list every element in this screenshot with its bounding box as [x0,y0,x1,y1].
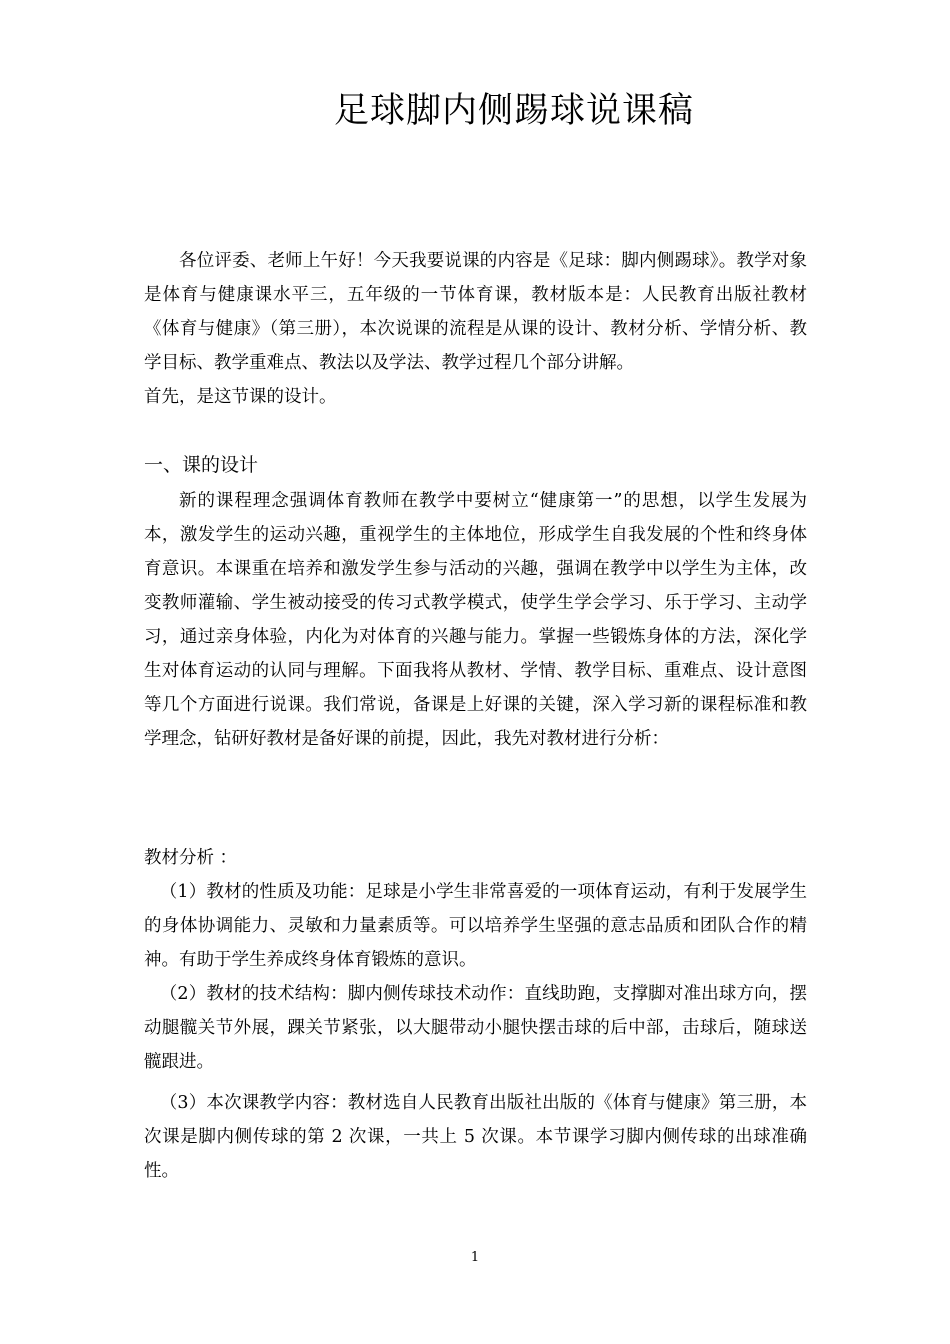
material-analysis-item-2: （2）教材的技术结构：脚内侧传球技术动作：直线助跑，支撑脚对准出球方向，摆动腿髋关节外展，踝关节紧张，以大腿带动小腿快摆击球的后中部，击球后，随球送髋跟进。 [144,984,807,1072]
material-analysis-item-1: （1）教材的性质及功能：足球是小学生非常喜爱的一项体育运动，有利于发展学生的身体协调能力、灵敏和力量素质等。可以培养学生坚强的意志品质和团队合作的精神。有助于学生养成终身体育锻炼的意识。 [144,882,807,970]
material-analysis-item-3: （3）本次课教学内容：教材选自人民教育出版社出版的《体育与健康》第三册，本次课是脚内侧传球的第 2 次课，一共上 5 次课。本节课学习脚内侧传球的出球准确性。 [144,1093,807,1181]
section-heading-course-design: 一、课的设计 [144,454,259,476]
intro-closing-line: 首先，是这节课的设计。 [144,387,337,407]
intro-paragraph: 各位评委、老师上午好！今天我要说课的内容是《足球：脚内侧踢球》。教学对象是体育与健康课水平三，五年级的一节体育课，教材版本是：人民教育出版社教材《体育与健康》（第三册），本次说课的流程是从课的设计、教材分析、学情分析、教学目标、教学重难点、教法以及学法、教学过程几个部分讲解。 [144,251,807,373]
material-analysis-heading: 教材分析 ： [144,848,238,868]
page-number: 1 [470,1250,480,1265]
course-design-paragraph: 新的课程理念强调体育教师在教学中要树立“健康第一”的思想，以学生发展为本，激发学生的运动兴趣，重视学生的主体地位，形成学生自我发展的个性和终身体育意识。本课重在培养和激发学生参与活动的兴趣，强调在教学中以学生为主体，改变教师灌输、学生被动接受的传习式教学模式，使学生学会学习、乐于学习、主动学习，通过亲身体验，内化为对体育的兴趣与能力。掌握一些锻炼身体的方法，深化学生对体育运动的认同与理解。下面我将从教材、学情、教学目标、重难点、设计意图等几个方面进行说课。我们常说，备课是上好课的关键，深入学习新的课程标准和教学理念，钻研好教材是备好课的前提，因此，我先对教材进行分析： [144,491,807,749]
document-title: 足球脚内侧踢球说课稿 [333,91,694,131]
